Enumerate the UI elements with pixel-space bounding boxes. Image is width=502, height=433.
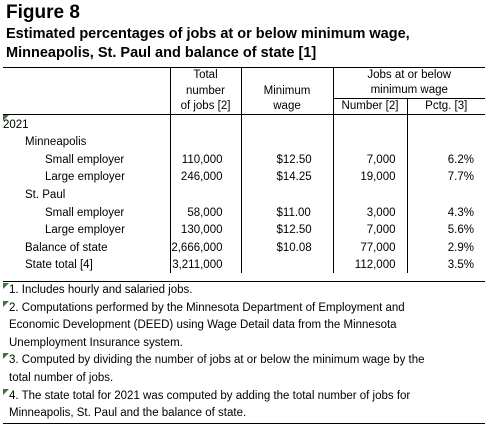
figure-label: Figure 8 <box>6 2 80 23</box>
cell-min-wage: $11.00 <box>241 203 333 221</box>
cell-total <box>170 185 241 203</box>
cell-number: 19,000 <box>333 168 407 186</box>
cell-number: 3,000 <box>333 203 407 221</box>
row-label: Minneapolis <box>25 136 87 149</box>
row-label: Large employer <box>45 171 125 184</box>
note-marker-icon <box>3 283 9 289</box>
cell-total <box>170 133 241 151</box>
cell-number: 77,000 <box>333 238 407 256</box>
table-row <box>3 203 485 221</box>
cell-total: 58,000 <box>170 203 241 221</box>
header-group-line-2: minimum wage <box>333 83 485 99</box>
table-row <box>3 256 485 274</box>
figure-title-line-1: Estimated percentages of jobs at or below minimum wage, <box>6 26 410 42</box>
cell-pct <box>407 185 485 203</box>
cell-total: 246,000 <box>170 168 241 186</box>
header-row-2 <box>3 83 485 99</box>
note-marker-icon <box>3 301 9 307</box>
row-label: St. Paul <box>25 188 66 201</box>
footnotes <box>3 281 485 424</box>
cell-pct: 4.3% <box>407 203 485 221</box>
row-label: Small employer <box>45 153 125 166</box>
header-sub-pct: Pctg. [3] <box>407 99 485 115</box>
cell-min-wage: $10.08 <box>241 238 333 256</box>
row-label: Large employer <box>45 224 125 237</box>
cell-pct: 6.2% <box>407 150 485 168</box>
note-marker-icon <box>3 389 9 395</box>
cell-min-wage: $12.50 <box>241 150 333 168</box>
cell-total: 130,000 <box>170 221 241 239</box>
cell-min-wage <box>241 256 333 274</box>
row-label: State total [4] <box>25 259 93 272</box>
cell-min-wage <box>241 133 333 151</box>
header-row-1 <box>3 68 485 84</box>
cell-pct <box>407 133 485 151</box>
table-row <box>3 133 485 151</box>
note-marker-icon <box>3 115 9 121</box>
table-row <box>3 238 485 256</box>
min-wage-table <box>3 67 485 273</box>
figure-title-line-2: Minneapolis, St. Paul and balance of state [1] <box>6 45 317 61</box>
cell-pct: 3.5% <box>407 256 485 274</box>
table-row <box>3 221 485 239</box>
cell-number: 112,000 <box>333 256 407 274</box>
footnote-3: 3. Computed by dividing the number of jobs at or below the minimum wage by the total number of jobs. <box>3 352 485 387</box>
year-label: 2021 <box>3 115 170 133</box>
cell-number <box>333 133 407 151</box>
cell-pct: 2.9% <box>407 238 485 256</box>
year-row <box>3 115 485 133</box>
cell-total: 2,666,000 <box>170 238 241 256</box>
cell-number <box>333 185 407 203</box>
footnote-4: 4. The state total for 2021 was computed by adding the total number of jobs for Minneapolis, St. Paul and the balance of state. <box>3 388 485 423</box>
header-row-3 <box>3 99 485 115</box>
figure-title <box>6 25 496 63</box>
cell-min-wage: $12.50 <box>241 221 333 239</box>
cell-total: 3,211,000 <box>170 256 241 274</box>
row-label: Small employer <box>45 206 125 219</box>
cell-pct: 5.6% <box>407 221 485 239</box>
header-sub-number: Number [2] <box>333 99 407 115</box>
cell-number: 7,000 <box>333 150 407 168</box>
footnote-2: 2. Computations performed by the Minnesota Department of Employment and Economic Development (DEED) using Wage Detail data from the Minnesota Unemployment Insurance system. <box>3 300 485 353</box>
cell-total: 110,000 <box>170 150 241 168</box>
cell-min-wage <box>241 185 333 203</box>
note-marker-icon <box>3 353 9 359</box>
row-label: Balance of state <box>25 241 108 254</box>
cell-number: 7,000 <box>333 221 407 239</box>
table-row <box>3 150 485 168</box>
cell-pct: 7.7% <box>407 168 485 186</box>
table-row <box>3 185 485 203</box>
cell-min-wage: $14.25 <box>241 168 333 186</box>
footnote-1: 1. Includes hourly and salaried jobs. <box>3 282 485 300</box>
header-group-line-1: Jobs at or below <box>333 68 485 84</box>
header-min-line-2: wage <box>241 99 333 115</box>
header-min-line-1: Minimum <box>241 83 333 99</box>
table-row <box>3 168 485 186</box>
header-total-line-2: number <box>170 83 241 99</box>
header-total-line-3: of jobs [2] <box>170 99 241 115</box>
header-total-line-1: Total <box>170 68 241 84</box>
